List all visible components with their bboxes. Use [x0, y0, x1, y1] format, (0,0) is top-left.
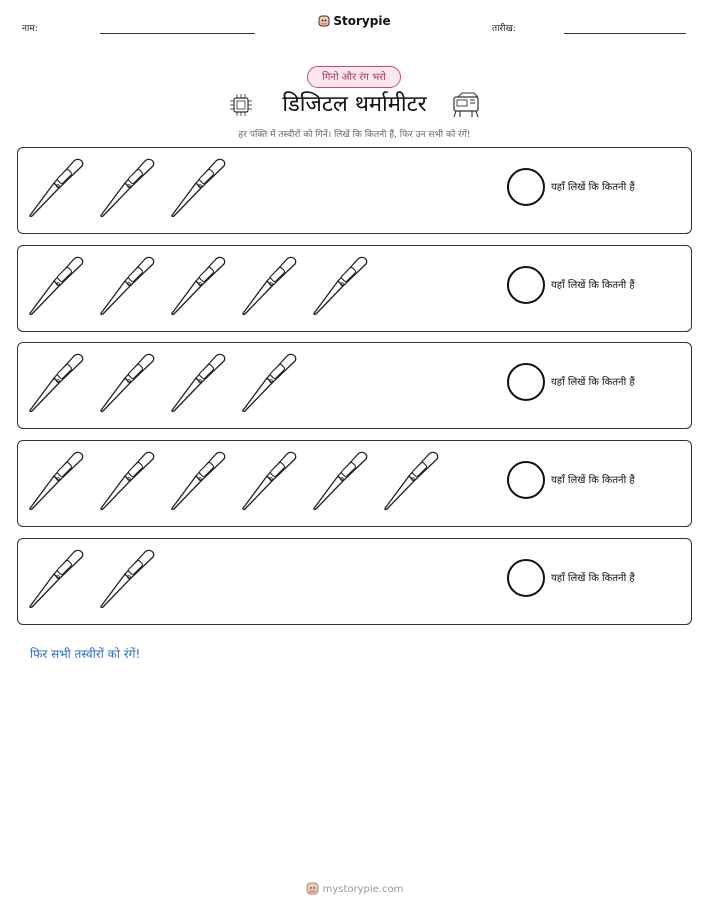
page-title: डिजिटल थर्मामीटर: [282, 92, 427, 117]
count-row: [17, 538, 692, 625]
count-row: [17, 342, 692, 429]
write-count-label: यहाँ लिखें कि कितनी हैं: [551, 475, 635, 486]
answer-circle[interactable]: [507, 559, 545, 597]
digital-thermometer-icon[interactable]: [99, 156, 157, 218]
brand-name: Storypie: [333, 14, 391, 28]
thermometer-group: [28, 547, 170, 617]
answer-circle[interactable]: [507, 266, 545, 304]
name-line[interactable]: [100, 33, 255, 34]
digital-thermometer-icon[interactable]: [170, 449, 228, 511]
activity-tag: गिनो और रंग भरो: [307, 66, 401, 88]
digital-thermometer-icon[interactable]: [28, 351, 86, 413]
digital-thermometer-icon[interactable]: [99, 254, 157, 316]
digital-thermometer-icon[interactable]: [170, 254, 228, 316]
count-row: [17, 245, 692, 332]
website-url: mystorypie.com: [322, 884, 404, 895]
digital-thermometer-icon[interactable]: [28, 449, 86, 511]
digital-thermometer-icon[interactable]: [99, 547, 157, 609]
digital-thermometer-icon[interactable]: [28, 547, 86, 609]
thermometer-group: [28, 449, 454, 519]
storypie-mascot-icon: [306, 882, 319, 895]
digital-thermometer-icon[interactable]: [241, 449, 299, 511]
digital-thermometer-icon[interactable]: [312, 449, 370, 511]
write-count-label: यहाँ लिखें कि कितनी हैं: [551, 280, 635, 291]
thermometer-group: [28, 351, 312, 421]
digital-thermometer-icon[interactable]: [170, 156, 228, 218]
name-label: नाम:: [22, 24, 38, 34]
date-label: तारीख:: [492, 24, 516, 34]
digital-thermometer-icon[interactable]: [312, 254, 370, 316]
thermometer-group: [28, 254, 383, 324]
digital-thermometer-icon[interactable]: [99, 449, 157, 511]
answer-circle[interactable]: [507, 168, 545, 206]
write-count-label: यहाँ लिखें कि कितनी हैं: [551, 182, 635, 193]
brand-logo: [0, 14, 709, 28]
answer-circle[interactable]: [507, 363, 545, 401]
count-row: [17, 440, 692, 527]
website-footer: [0, 882, 709, 895]
write-count-label: यहाँ लिखें कि कितनी हैं: [551, 573, 635, 584]
digital-thermometer-icon[interactable]: [28, 156, 86, 218]
storypie-mascot-icon: [318, 15, 330, 27]
date-line[interactable]: [564, 33, 686, 34]
digital-thermometer-icon[interactable]: [383, 449, 441, 511]
digital-thermometer-icon[interactable]: [28, 254, 86, 316]
thermometer-group: [28, 156, 241, 226]
instructions: हर पंक्ति में तस्वीरों को गिनें। लिखें कि कितनी हैं, फिर उन सभी को रंगें!: [238, 130, 471, 140]
answer-circle[interactable]: [507, 461, 545, 499]
digital-thermometer-icon[interactable]: [241, 351, 299, 413]
footer-note: फिर सभी तस्वीरों को रंगें!: [30, 647, 141, 661]
write-count-label: यहाँ लिखें कि कितनी हैं: [551, 377, 635, 388]
machine-icon: [450, 91, 482, 119]
count-row: [17, 147, 692, 234]
digital-thermometer-icon[interactable]: [241, 254, 299, 316]
digital-thermometer-icon[interactable]: [99, 351, 157, 413]
digital-thermometer-icon[interactable]: [170, 351, 228, 413]
